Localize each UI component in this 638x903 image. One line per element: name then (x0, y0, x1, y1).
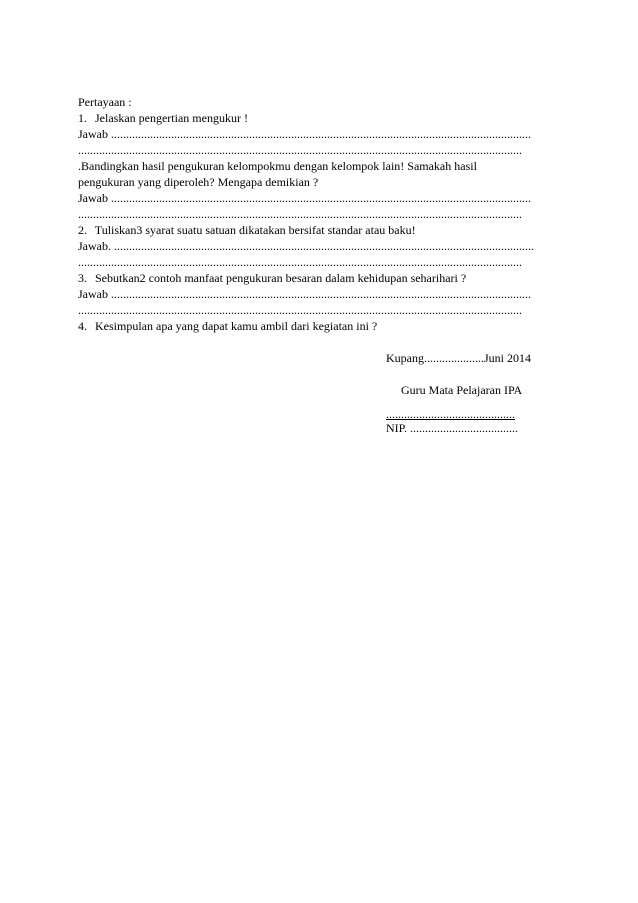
question-number: 1. (78, 111, 87, 125)
question-text: Sebutkan2 contoh manfaat pengukuran besaran dalam kehidupan seharihari ? (95, 271, 467, 285)
dots-line: .................................................................................................................................................... (78, 207, 522, 221)
nip-text: NIP. .................................... (386, 421, 519, 435)
question-3 (78, 270, 538, 286)
signature-role (386, 366, 523, 397)
answer-line-2 (78, 190, 538, 206)
answer-dots: ............................................................................................................................................ (111, 287, 531, 301)
answer-label: Jawab. (78, 239, 114, 253)
role-text: Guru Mata Pelajaran IPA (398, 383, 523, 397)
answer-line-4 (78, 286, 538, 302)
question-text: .Bandingkan hasil pengukuran kelompokmu dengan kelompok lain! Samakah hasil (78, 159, 477, 173)
question-text: pengukuran yang diperoleh? Mengapa demikian ? (78, 175, 319, 189)
answer-dots-line-1 (78, 142, 538, 158)
question-number: 3. (78, 271, 87, 285)
answer-dots: ............................................................................................................................................ (114, 239, 534, 253)
question-compare-line-2 (78, 174, 538, 190)
question-compare-line-1 (78, 158, 538, 174)
question-number: 2. (78, 223, 87, 237)
answer-label: Jawab (78, 191, 111, 205)
dots-line: .................................................................................................................................................... (78, 303, 522, 317)
name-dots: ........................................... (386, 407, 515, 421)
answer-dots: ............................................................................................................................................ (111, 127, 531, 141)
signature-place-date (386, 350, 531, 366)
heading-text: Pertayaan : (78, 95, 132, 109)
signature-nip (386, 420, 518, 436)
answer-dots-line-3 (78, 254, 538, 270)
answer-dots-line-4 (78, 302, 538, 318)
question-4 (78, 318, 538, 334)
answer-dots-line-2 (78, 206, 538, 222)
answer-label: Jawab (78, 287, 111, 301)
question-text: Jelaskan pengertian mengukur ! (95, 111, 248, 125)
question-text: Tuliskan3 syarat suatu satuan dikatakan bersifat standar atau baku! (94, 223, 416, 237)
question-number: 4. (78, 319, 87, 333)
dots-line: .................................................................................................................................................... (78, 255, 522, 269)
answer-line-3 (78, 238, 538, 254)
question-2 (78, 222, 538, 238)
place-date-text: Kupang....................Juni 2014 (386, 351, 531, 365)
question-1 (78, 110, 538, 126)
answer-line-1 (78, 126, 538, 142)
answer-label: Jawab (78, 127, 111, 141)
section-heading (78, 94, 538, 110)
question-text: Kesimpulan apa yang dapat kamu ambil dari kegiatan ini ? (95, 319, 378, 333)
answer-dots: ............................................................................................................................................ (111, 191, 531, 205)
dots-line: .................................................................................................................................................... (78, 143, 522, 157)
